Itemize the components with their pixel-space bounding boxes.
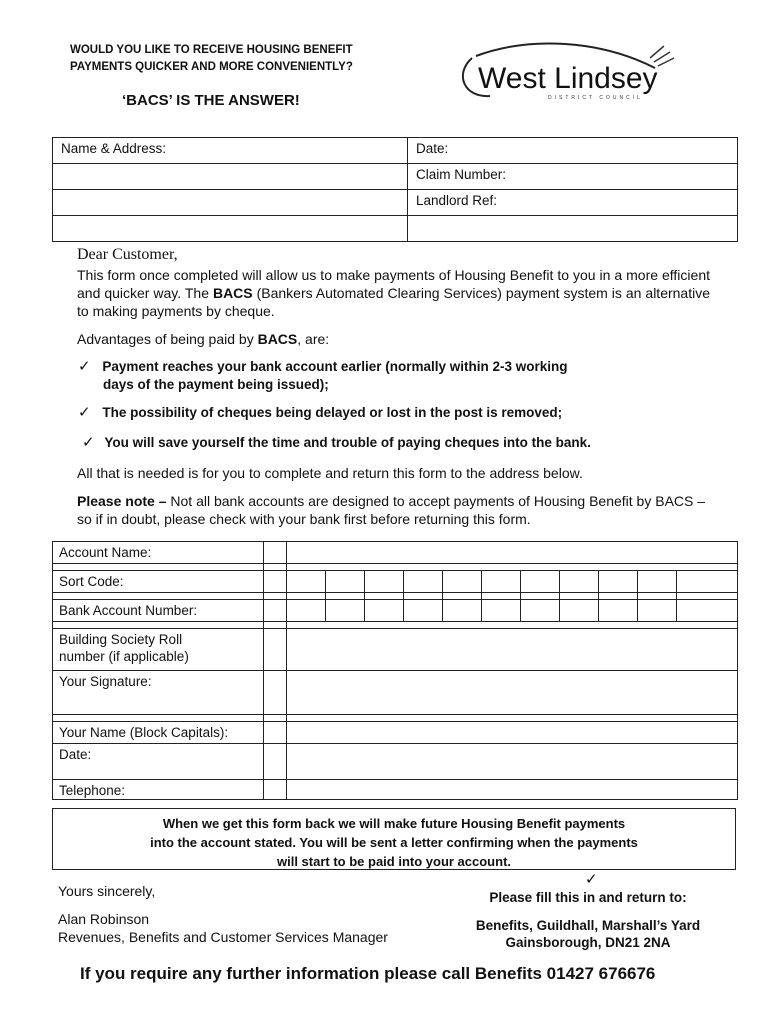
advantage-item-2: ✓ The possibility of cheques being delayed or lost in the post is removed;	[78, 404, 563, 421]
your-name-box[interactable]	[264, 722, 287, 744]
account-name-box[interactable]	[264, 542, 287, 564]
check-icon: ✓	[82, 434, 95, 451]
date-input[interactable]	[287, 744, 738, 780]
sort-code-box-2[interactable]	[326, 571, 365, 593]
return-address-2: Gainsborough, DN21 2NA	[505, 935, 671, 950]
address-line-2[interactable]	[53, 164, 408, 190]
sort-code-box-0[interactable]	[264, 571, 287, 593]
claimant-details-table	[52, 137, 738, 242]
account-box-2[interactable]	[326, 600, 365, 622]
tick-icon: ✓	[585, 871, 598, 888]
your-name-label: Your Name (Block Capitals):	[53, 722, 264, 744]
telephone-label: Telephone:	[53, 780, 264, 800]
sort-code-box-10[interactable]	[638, 571, 677, 593]
name-address-label: Name & Address:	[61, 141, 167, 156]
account-box-4[interactable]	[404, 600, 443, 622]
header-line-2: PAYMENTS QUICKER AND MORE CONVENIENTLY?	[70, 61, 353, 73]
claim-number-cell[interactable]	[408, 164, 738, 190]
account-box-5[interactable]	[443, 600, 482, 622]
sort-code-box-8[interactable]	[560, 571, 599, 593]
sort-code-box-1[interactable]	[287, 571, 326, 593]
please-note: Please note – Not all bank accounts are designed to accept payments of Housing Benefit by BACS – so if in doubt, please check with your bank first before returning this form.	[77, 493, 706, 527]
intro-paragraph: This form once completed will allow us to make payments of Housing Benefit to you in a more efficient and quicker way. The BACS (Bankers Automated Clearing Services) payment system is an alternative to making payments by cheque.	[77, 267, 710, 319]
name-address-cell[interactable]	[53, 138, 408, 164]
landlord-ref-label: Landlord Ref:	[416, 193, 498, 208]
page-title: ‘BACS’ IS THE ANSWER!	[122, 92, 300, 109]
date-cell[interactable]	[408, 138, 738, 164]
blank-cell[interactable]	[408, 216, 738, 242]
sort-code-box-6[interactable]	[482, 571, 521, 593]
account-box-8[interactable]	[560, 600, 599, 622]
signatory-title: Revenues, Benefits and Customer Services Manager	[58, 929, 388, 945]
signatory-name: Alan Robinson	[58, 911, 150, 927]
info-line-3: will start to be paid into your account.	[276, 854, 512, 869]
west-lindsey-logo	[450, 36, 680, 106]
check-icon: ✓	[78, 358, 91, 375]
logo-subtitle: DISTRICT COUNCIL	[548, 95, 643, 101]
landlord-ref-cell[interactable]	[408, 190, 738, 216]
sort-code-box-5[interactable]	[443, 571, 482, 593]
date-label: Date:	[53, 744, 264, 780]
building-society-box[interactable]	[264, 629, 287, 671]
signature-box[interactable]	[264, 671, 287, 715]
building-society-input[interactable]	[287, 629, 738, 671]
sort-code-box-9[interactable]	[599, 571, 638, 593]
sort-code-box-3[interactable]	[365, 571, 404, 593]
header-question	[70, 42, 410, 76]
account-box-1[interactable]	[287, 600, 326, 622]
sort-code-box-11[interactable]	[677, 571, 738, 593]
telephone-box[interactable]	[264, 780, 287, 800]
address-line-3[interactable]	[53, 190, 408, 216]
all-needed-text: All that is needed is for you to complete and return this form to the address below.	[77, 465, 583, 481]
advantage-item-1: ✓ Payment reaches your bank account earlier (normally within 2-3 working	[78, 358, 568, 375]
account-box-11[interactable]	[677, 600, 738, 622]
return-address-1: Benefits, Guildhall, Marshall’s Yard	[475, 918, 701, 933]
info-line-2: into the account stated. You will be sent a letter confirming when the payments	[150, 835, 638, 850]
account-box-3[interactable]	[365, 600, 404, 622]
your-name-input[interactable]	[287, 722, 738, 744]
header-line-1: WOULD YOU LIKE TO RECEIVE HOUSING BENEFIT	[70, 44, 353, 56]
account-name-label: Account Name:	[53, 542, 264, 564]
return-heading: Please fill this in and return to:	[489, 890, 687, 905]
account-box-6[interactable]	[482, 600, 521, 622]
claim-number-label: Claim Number:	[416, 167, 507, 182]
logo-text: West Lindsey	[478, 62, 658, 95]
account-box-7[interactable]	[521, 600, 560, 622]
signature-label: Your Signature:	[53, 671, 264, 715]
greeting: Dear Customer,	[77, 246, 178, 263]
signature-input[interactable]	[287, 671, 738, 715]
account-box-0[interactable]	[264, 600, 287, 622]
account-box-10[interactable]	[638, 600, 677, 622]
info-line-1: When we get this form back we will make future Housing Benefit payments	[162, 816, 626, 831]
yours-sincerely: Yours sincerely,	[58, 883, 156, 899]
account-box-9[interactable]	[599, 600, 638, 622]
address-line-4[interactable]	[53, 216, 408, 242]
advantage-item-3: ✓ You will save yourself the time and trouble of paying cheques into the bank.	[82, 434, 591, 451]
info-box	[52, 808, 736, 870]
advantage-item-1-cont: days of the payment being issued);	[103, 377, 329, 392]
date-box[interactable]	[264, 744, 287, 780]
telephone-input[interactable]	[287, 780, 738, 800]
bank-details-table	[52, 541, 738, 800]
building-society-label: Building Society Roll number (if applicable)	[53, 629, 264, 671]
date-label: Date:	[416, 141, 449, 156]
account-name-input[interactable]	[287, 542, 738, 564]
sort-code-box-4[interactable]	[404, 571, 443, 593]
bank-account-number-label: Bank Account Number:	[53, 600, 264, 622]
advantages-heading: Advantages of being paid by BACS, are:	[77, 331, 330, 347]
check-icon: ✓	[78, 404, 91, 421]
footer-contact: If you require any further information please call Benefits 01427 676676	[80, 964, 656, 983]
sort-code-box-7[interactable]	[521, 571, 560, 593]
sort-code-label: Sort Code:	[53, 571, 264, 593]
